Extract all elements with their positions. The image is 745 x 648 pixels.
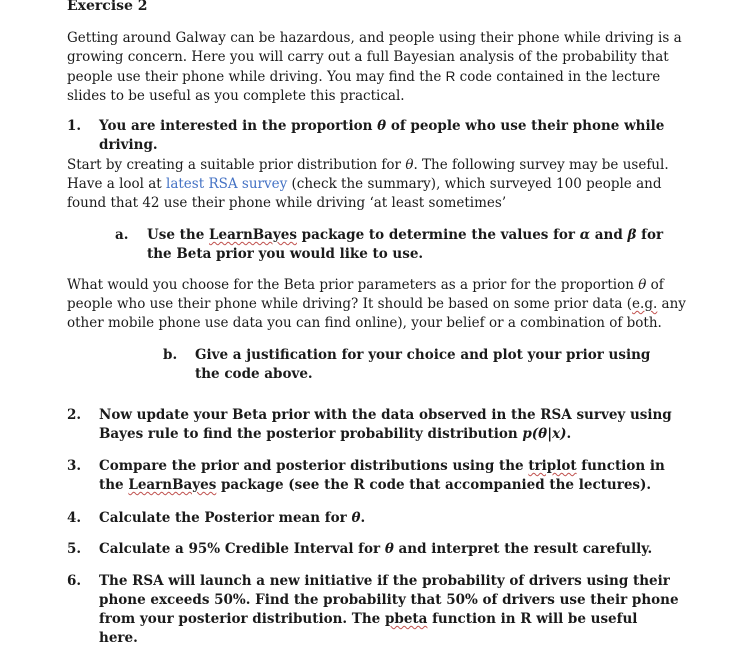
q6-text: The RSA will launch a new initiative if the probability of drivers using their phone exceeds 50%. Find the probability that 50% of drivers use their phone from your posterior distribution. The pbeta function in R will be useful here. — [99, 573, 679, 646]
q6-number: 6. — [67, 573, 82, 589]
q3-number: 3. — [67, 458, 82, 474]
exercise-title: Exercise 2 — [67, 0, 148, 14]
q5-number: 5. — [67, 541, 82, 557]
q1b-label: b. — [163, 347, 178, 363]
q3-text: Compare the prior and posterior distributions using the triplot function in the LearnBayes package (see the R code that accompanied the lectures). — [99, 458, 665, 493]
rsa-survey-link[interactable]: latest RSA survey — [166, 176, 288, 192]
q1a-label: a. — [115, 227, 129, 243]
q1a-text: Use the LearnBayes package to determine the values for α and β for the Beta prior you would like to use. — [147, 227, 664, 262]
intro-paragraph: Getting around Galway can be hazardous, and people using their phone while driving is a growing concern. Here you will carry out a full Bayesian analysis of the probability that people use their phone while driving. You may find the R code contained in the lecture slides to be useful as you complete this practical. — [67, 30, 682, 104]
q2-number: 2. — [67, 407, 82, 423]
q5-text: Calculate a 95% Credible Interval for θ and interpret the result carefully. — [99, 541, 653, 557]
q4-text: Calculate the Posterior mean for θ. — [99, 510, 366, 526]
q2-text: Now update your Beta prior with the data observed in the RSA survey using Bayes rule to find the posterior probability distribution p(θ|x). — [99, 407, 672, 442]
q1-text: You are interested in the proportion θ of people who use their phone while driving. — [99, 118, 665, 153]
q1-number: 1. — [67, 118, 82, 134]
q1-instructions: Start by creating a suitable prior distribution for θ. The following survey may be useful. Have a lool at latest RSA survey (check the summary), which surveyed 100 people and found that 42 use their phone while driving ‘at least sometimes’ — [67, 157, 669, 211]
q4-number: 4. — [67, 510, 82, 526]
q1b-text: Give a justification for your choice and plot your prior using the code above. — [195, 347, 651, 382]
prior-parameters-paragraph: What would you choose for the Beta prior parameters as a prior for the proportion θ of people who use their phone while driving? It should be based on some prior data (e.g. any other mobile phone use data you can find online), your belief or a combination of both. — [67, 277, 686, 331]
